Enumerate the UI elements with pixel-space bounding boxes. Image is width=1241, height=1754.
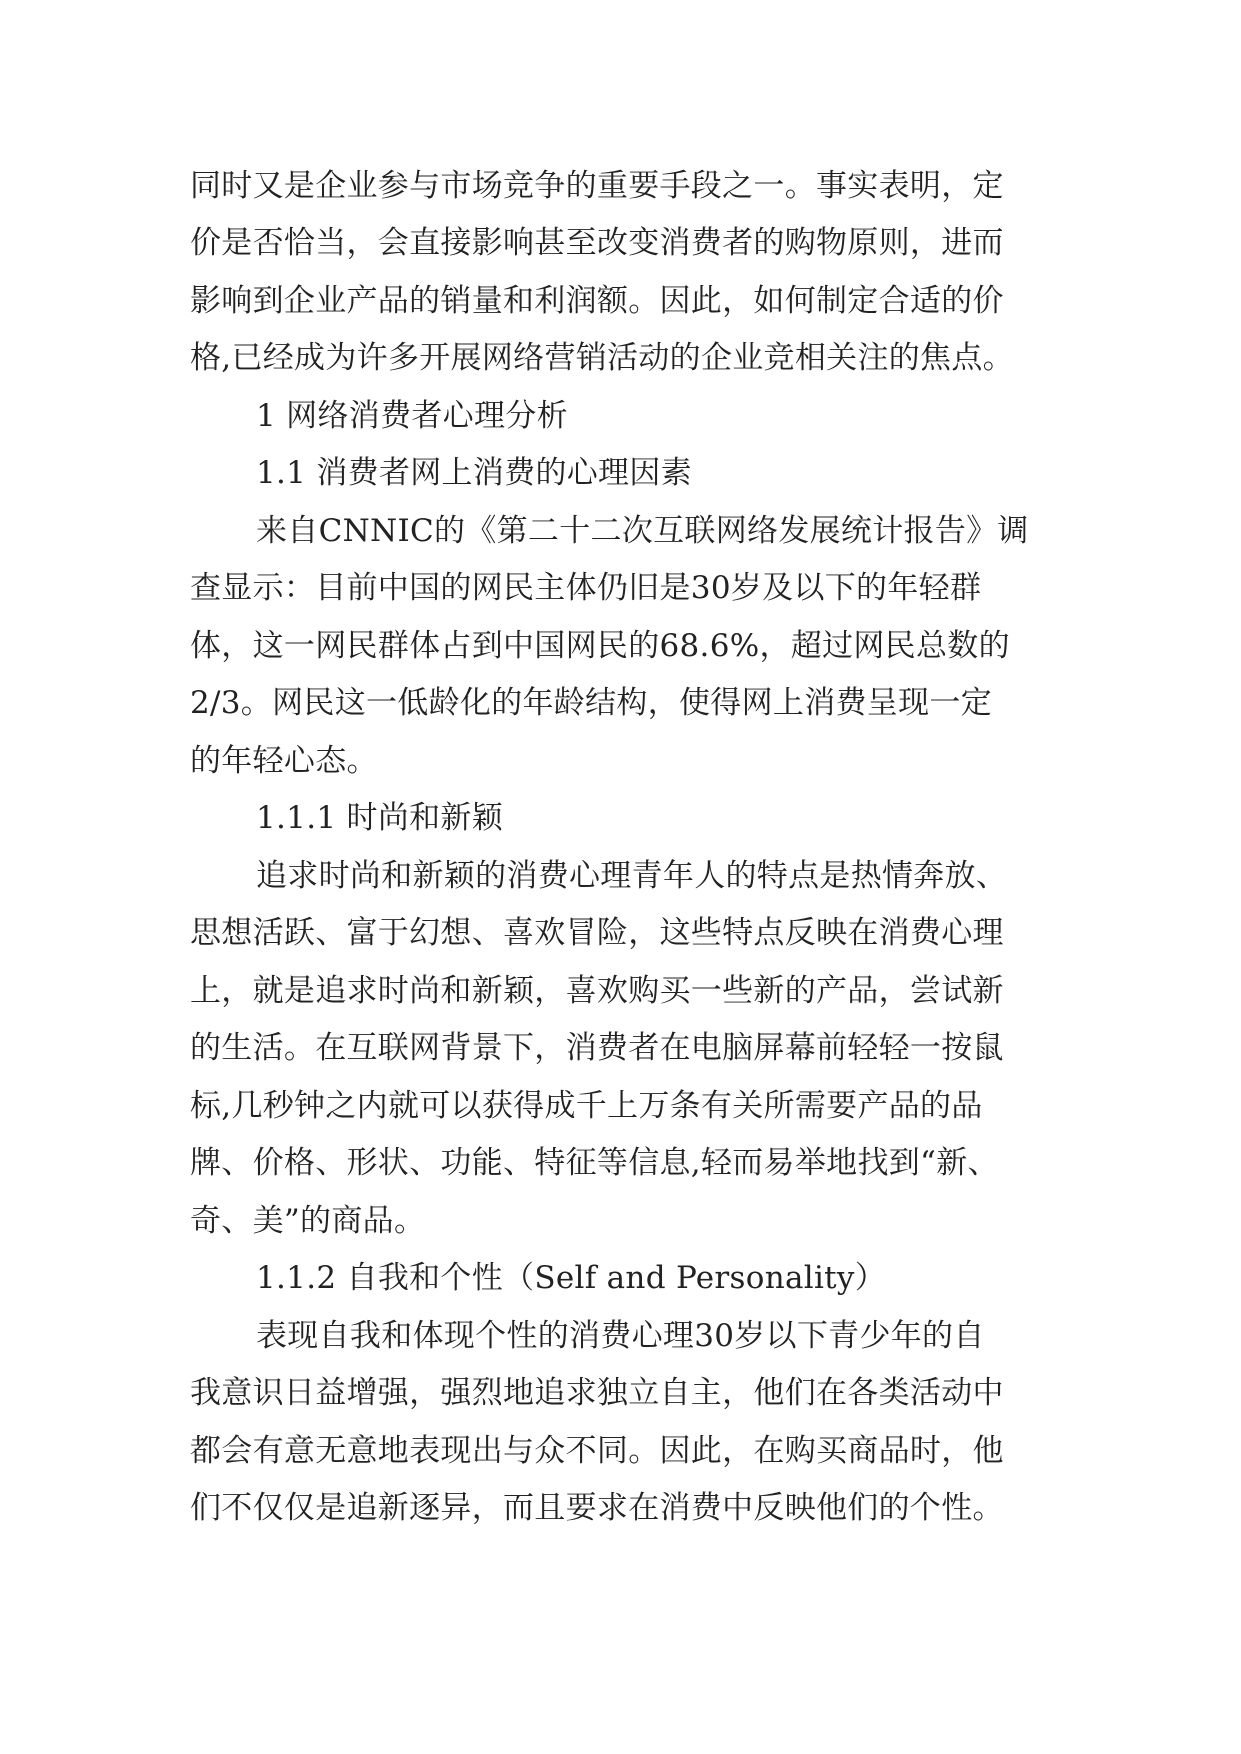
paragraph-first-line: 追求时尚和新颖的消费心理青年人的特点是热情奔放、 xyxy=(256,858,1008,894)
text-line: 查显示：目前中国的网民主体仍旧是30岁及以下的年轻群 xyxy=(190,570,982,606)
text-line: 都会有意无意地表现出与众不同。因此，在购买商品时，他 xyxy=(190,1433,1004,1469)
text-line: 的年轻心态。 xyxy=(190,743,378,779)
text-line: 价是否恰当，会直接影响甚至改变消费者的购物原则，进而 xyxy=(190,225,1004,261)
subsubsection-heading: 1.1.2 自我和个性（Self and Personality） xyxy=(256,1260,887,1296)
text-line: 2/3。网民这一低龄化的年龄结构，使得网上消费呈现一定 xyxy=(190,685,992,721)
text-line: 们不仅仅是追新逐异，而且要求在消费中反映他们的个性。 xyxy=(190,1490,1004,1526)
section-heading: 1 网络消费者心理分析 xyxy=(256,398,568,434)
text-line: 奇、美”的商品。 xyxy=(190,1203,426,1239)
paragraph-first-line: 表现自我和体现个性的消费心理30岁以下青少年的自 xyxy=(256,1318,985,1354)
text-line: 体，这一网民群体占到中国网民的68.6%，超过网民总数的 xyxy=(190,628,1010,664)
paragraph-first-line: 来自CNNIC的《第二十二次互联网络发展统计报告》调 xyxy=(256,513,1029,549)
text-line: 牌、价格、形状、功能、特征等信息,轻而易举地找到“新、 xyxy=(190,1145,999,1181)
text-line: 格,已经成为许多开展网络营销活动的企业竞相关注的焦点。 xyxy=(190,340,1014,376)
subsection-heading: 1.1 消费者网上消费的心理因素 xyxy=(256,455,692,491)
text-line: 上，就是追求时尚和新颖，喜欢购买一些新的产品，尝试新 xyxy=(190,973,1004,1009)
text-line: 思想活跃、富于幻想、喜欢冒险，这些特点反映在消费心理 xyxy=(190,915,1004,951)
text-line: 标,几秒钟之内就可以获得成千上万条有关所需要产品的品 xyxy=(190,1088,983,1124)
text-line: 的生活。在互联网背景下，消费者在电脑屏幕前轻轻一按鼠 xyxy=(190,1030,1004,1066)
text-line: 影响到企业产品的销量和利润额。因此，如何制定合适的价 xyxy=(190,283,1004,319)
subsubsection-heading: 1.1.1 时尚和新颖 xyxy=(256,800,504,836)
text-line: 我意识日益增强，强烈地追求独立自主，他们在各类活动中 xyxy=(190,1375,1004,1411)
text-line: 同时又是企业参与市场竞争的重要手段之一。事实表明，定 xyxy=(190,168,1004,204)
